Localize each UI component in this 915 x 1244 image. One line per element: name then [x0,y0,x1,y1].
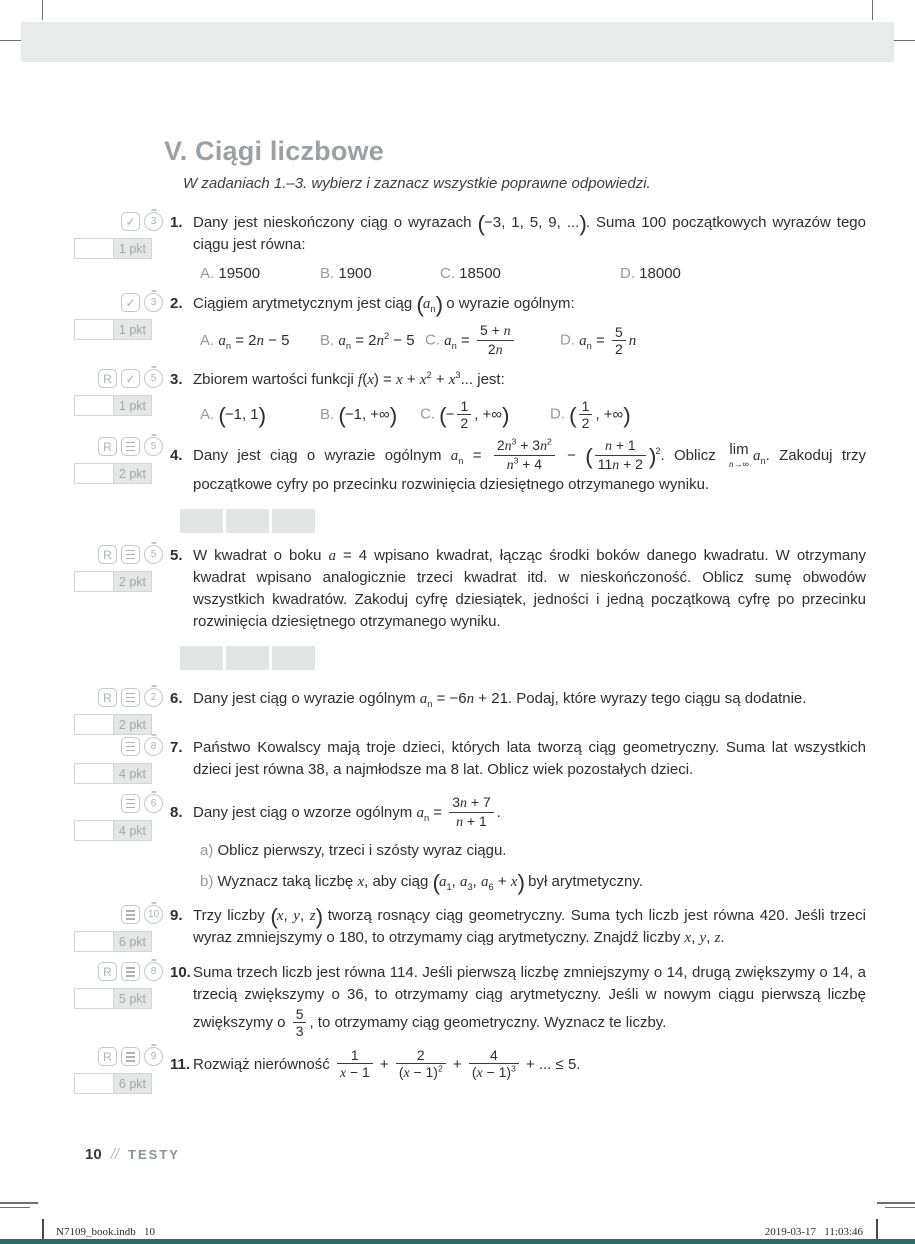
r-icon: R [98,688,117,707]
problem-margin [74,905,163,952]
crop-mark [0,1207,30,1208]
icon-row [74,293,163,312]
answer-value: $a_n = 2n - 5$ [218,331,290,351]
problem-9 [74,905,866,952]
code-box [226,509,269,533]
slug-filename: N7109_book.indb 10 [56,1226,155,1238]
problem-11 [74,1047,866,1094]
answer-choice-A [200,404,320,426]
icon-row [74,1047,163,1066]
page-number: 10 [85,1146,102,1163]
r-icon: R [98,962,117,981]
question-number: 5. [170,547,183,565]
crop-mark [42,0,43,20]
points-label: 4 pkt [114,763,152,784]
problem-margin [74,212,163,285]
answer-choice-B [320,263,440,285]
problem-content [170,794,866,896]
crop-mark [877,1202,915,1204]
list-icon [121,1047,140,1066]
code-box [272,646,315,670]
code-box [226,646,269,670]
problem-content [170,737,866,784]
answer-label: D. [620,265,635,282]
crop-mark [0,1202,38,1204]
section-name: TESTY [128,1147,180,1162]
problem-margin [74,688,163,735]
points-row [74,763,152,784]
points-label: 6 pkt [114,931,152,952]
timer-icon: 3 [144,212,163,231]
icon-row [74,905,163,924]
chapter-title: V. Ciągi liczbowe [164,136,384,166]
answer-label: B. [320,265,335,282]
list-icon [121,545,140,564]
score-box [74,1073,114,1094]
question-text: Dany jest ciąg o wyrazie ogólnym $a_n$ = $\frac{2n^3 + 3n^2}{n^3 + 4}$ − ( $\frac{n + 1}{11n + 2}$ )$^2$. Oblicz lim n→∞ $a_n$. Zakoduj trzy początkowe cyfry po przecinku rozwinięcia dziesiętnego otrzymanego wyniku. [193,436,866,494]
points-label: 2 pkt [114,463,152,484]
question-number: 9. [170,907,183,925]
question-text: Państwo Kowalscy mają troje dzieci, których lata tworzą ciąg geometryczny. Suma lat wszystkich dzieci jest równa 38, a najmłodsze ma 8 lat. Oblicz wiek pozostałych dzieci. [193,739,866,779]
instructions-text: W zadaniach 1.–3. wybierz i zaznacz wszystkie poprawne odpowiedzi. [183,175,651,192]
subquestion-label: b) [200,873,214,891]
problem-margin [74,293,163,359]
problem-margin [74,1047,163,1094]
answer-value: 18000 [635,265,681,282]
code-box [180,646,223,670]
problem-6 [74,688,866,735]
subquestion-text: Wyznacz taką liczbę x, aby ciąg ($a_1$, $a_3$, $a_6 + x$) był arytmetyczny. [213,870,643,896]
score-box [74,931,114,952]
answer-value: $a_n$ = $\frac{5 + n}{2n}$ [440,332,517,349]
list-icon [121,737,140,756]
question-number: 10. [170,964,191,982]
answer-value: (− $\frac{1}{2}$ , +∞) [439,398,509,432]
answer-code-boxes [180,646,866,670]
timer-icon: 5 [144,545,163,564]
answer-label: B. [320,405,335,423]
answer-label: A. [200,331,215,349]
points-label: 1 pkt [114,319,152,340]
answer-choice-C [440,263,620,285]
r-icon: R [98,545,117,564]
question-number: 4. [170,446,183,464]
problem-content [170,212,866,285]
score-box [74,571,114,592]
list-icon [121,688,140,707]
problem-margin [74,545,163,670]
answer-code-boxes [180,509,866,533]
list-icon [121,794,140,813]
check-icon: ✓ [121,212,140,231]
footer-separator: // [110,1146,120,1163]
points-row [74,714,152,735]
timer-icon: 8 [144,962,163,981]
points-row [74,820,152,841]
question-number: 8. [170,803,183,821]
answer-label: C. [440,265,455,282]
answer-label: D. [560,331,575,349]
problem-content [170,905,866,952]
answer-choice-C [420,398,550,431]
points-row [74,395,152,416]
points-label: 1 pkt [114,395,152,416]
timer-icon: 5 [144,369,163,388]
bottom-teal-bar [0,1239,915,1244]
crop-mark [0,40,22,41]
question-number: 7. [170,739,183,757]
answer-value: 18500 [455,265,501,282]
crop-mark [872,0,873,20]
points-row [74,931,152,952]
points-label: 4 pkt [114,820,152,841]
score-box [74,820,114,841]
timer-icon: 5 [144,437,163,456]
answer-choice-C [425,322,560,359]
problem-content [170,293,866,359]
score-box [74,763,114,784]
header-bar [21,22,894,62]
score-box [74,395,114,416]
subquestion-b [170,870,866,896]
r-icon: R [98,369,117,388]
answer-choices [170,322,866,359]
answer-choice-B [320,330,425,352]
icon-row [74,545,163,564]
question-number: 11. [170,1055,191,1073]
score-box [74,319,114,340]
answer-choice-D [550,398,630,431]
points-row [74,319,152,340]
list-icon [121,962,140,981]
problem-2 [74,293,866,359]
timer-icon: 3 [144,293,163,312]
answer-label: A. [200,405,215,423]
icon-row [74,962,163,981]
answer-choice-B [320,404,420,426]
problem-8 [74,794,866,896]
points-row [74,1073,152,1094]
score-box [74,988,114,1009]
answer-value: $a_n = 2n^2 - 5$ [338,330,415,351]
problem-1 [74,212,866,285]
points-label: 1 pkt [114,238,152,259]
subquestion-text: Oblicz pierwszy, trzeci i szósty wyraz ciągu. [213,842,507,860]
problem-content [170,369,866,431]
icon-row [74,369,163,388]
slug-timestamp: 2019-03-17 11:03:46 [764,1226,863,1238]
answer-choice-A [200,330,320,352]
problem-content [170,688,866,735]
crop-mark [885,1207,915,1208]
problem-content [170,545,866,670]
icon-row [74,212,163,231]
problem-margin [74,962,163,1039]
answer-label: B. [320,331,335,349]
answer-value: (−1, 1) [218,402,266,428]
question-text: Dany jest ciąg o wyrazie ogólnym $a_n = -6n + 21$. Podaj, które wyrazy tego ciągu są dodatnie. [193,690,807,710]
icon-row [74,794,163,813]
r-icon: R [98,1047,117,1066]
icon-row [74,688,163,707]
problem-4 [74,437,866,533]
timer-icon: 10 [144,905,163,924]
problem-5 [74,545,866,670]
list-icon [121,905,140,924]
score-box [74,463,114,484]
answer-label: C. [425,331,440,349]
problem-10 [74,962,866,1039]
code-box [272,509,315,533]
problems [74,212,866,1094]
code-box [180,509,223,533]
question-text: Suma trzech liczb jest równa 114. Jeśli pierwszą liczbę zmniejszymy o 14, drugą zwiększymy o 14, a trzecią zwiększymy o 36, to otrzymamy ciąg arytmetyczny. Jeśli w nowym ciągu pierwszą liczbę zwiększymy o $\frac{5}{3}$ , to otrzymamy ciąg geometryczny. Wyznacz te liczby. [193,964,866,1040]
points-row [74,571,152,592]
question-text: Dany jest ciąg o wzorze ogólnym $a_n$ = $\frac{3n + 7}{n + 1}$ . [193,794,501,831]
problem-3 [74,369,866,431]
subquestion-label: a) [200,842,214,860]
question-text: Rozwiąż nierówność $\frac{1}{x - 1}$ + $\frac{2}{(x - 1)^2}$ + $\frac{4}{(x - 1)^3}$ + ... ≤ 5. [193,1047,581,1082]
timer-icon: 9 [144,1047,163,1066]
answer-value: $a_n$ = $\frac{5}{2}$ n [579,324,637,358]
problem-7 [74,737,866,784]
problem-margin [74,794,163,893]
question-text: Ciągiem arytmetycznym jest ciąg $(a_n)$ o wyrazie ogólnym: [193,292,575,318]
check-icon: ✓ [121,369,140,388]
question-number: 6. [170,690,183,708]
problem-content [170,1047,866,1094]
list-icon [121,437,140,456]
question-text: Dany jest nieskończony ciąg o wyrazach (−3, 1, 5, 9, ...). Suma 100 początkowych wyrazów tego ciągu jest równa: [193,211,866,253]
problem-content [170,437,866,533]
problem-margin [74,437,163,533]
answer-value: (−1, +∞) [338,402,397,428]
answer-choice-D [560,324,636,357]
problem-margin [74,369,163,431]
points-row [74,988,152,1009]
answer-choice-D [620,263,681,285]
answer-choices [170,398,866,431]
points-label: 2 pkt [114,571,152,592]
answer-label: C. [420,405,435,423]
answer-value: 19500 [214,265,261,282]
timer-icon: 6 [144,794,163,813]
points-row [74,463,152,484]
answer-label: A. [200,265,215,282]
question-number: 3. [170,371,183,389]
icon-row [74,437,163,456]
question-text: Trzy liczby (x, y, z) tworzą rosnący ciąg geometryczny. Suma tych liczb jest równa 420. Jeśli trzeci wyraz zmniejszymy o 180, to otrzymamy ciąg arytmetyczny. Znajdź liczby x, y, z. [193,904,866,947]
problem-margin [74,737,163,784]
timer-icon: 2 [144,688,163,707]
timer-icon: 8 [144,737,163,756]
question-text: Zbiorem wartości funkcji $f(x) = x + x^2 + x^3$... jest: [193,370,505,389]
r-icon: R [98,437,117,456]
answer-choices [170,263,866,285]
icon-row [74,737,163,756]
points-label: 5 pkt [114,988,152,1009]
crop-mark [893,40,915,41]
points-row [74,238,152,259]
answer-value: 1900 [334,265,372,282]
points-label: 6 pkt [114,1073,152,1094]
question-text: W kwadrat o boku a = 4 wpisano kwadrat, łącząc środki boków danego kwadratu. W otrzymany kwadrat wpisano analogicznie trzeci kwadrat itd. w nieskończoność. Oblicz sumę obwodów wszystkich kwadratów. Zakoduj cyfrę dziesiątek, jedności i jedną początkową cyfrę po przecinku rozwinięcia dziesiętnego otrzymanego wyniku. [193,547,867,631]
question-number: 1. [170,214,183,231]
check-icon: ✓ [121,293,140,312]
page-footer [85,1146,180,1163]
answer-label: D. [550,405,565,423]
points-label: 2 pkt [114,714,152,735]
problem-content [170,962,866,1039]
subquestion-a [170,840,866,862]
answer-value: ( $\frac{1}{2}$ , +∞) [569,398,630,432]
answer-choice-A [200,263,320,285]
question-number: 2. [170,295,183,312]
score-box [74,238,114,259]
score-box [74,714,114,735]
